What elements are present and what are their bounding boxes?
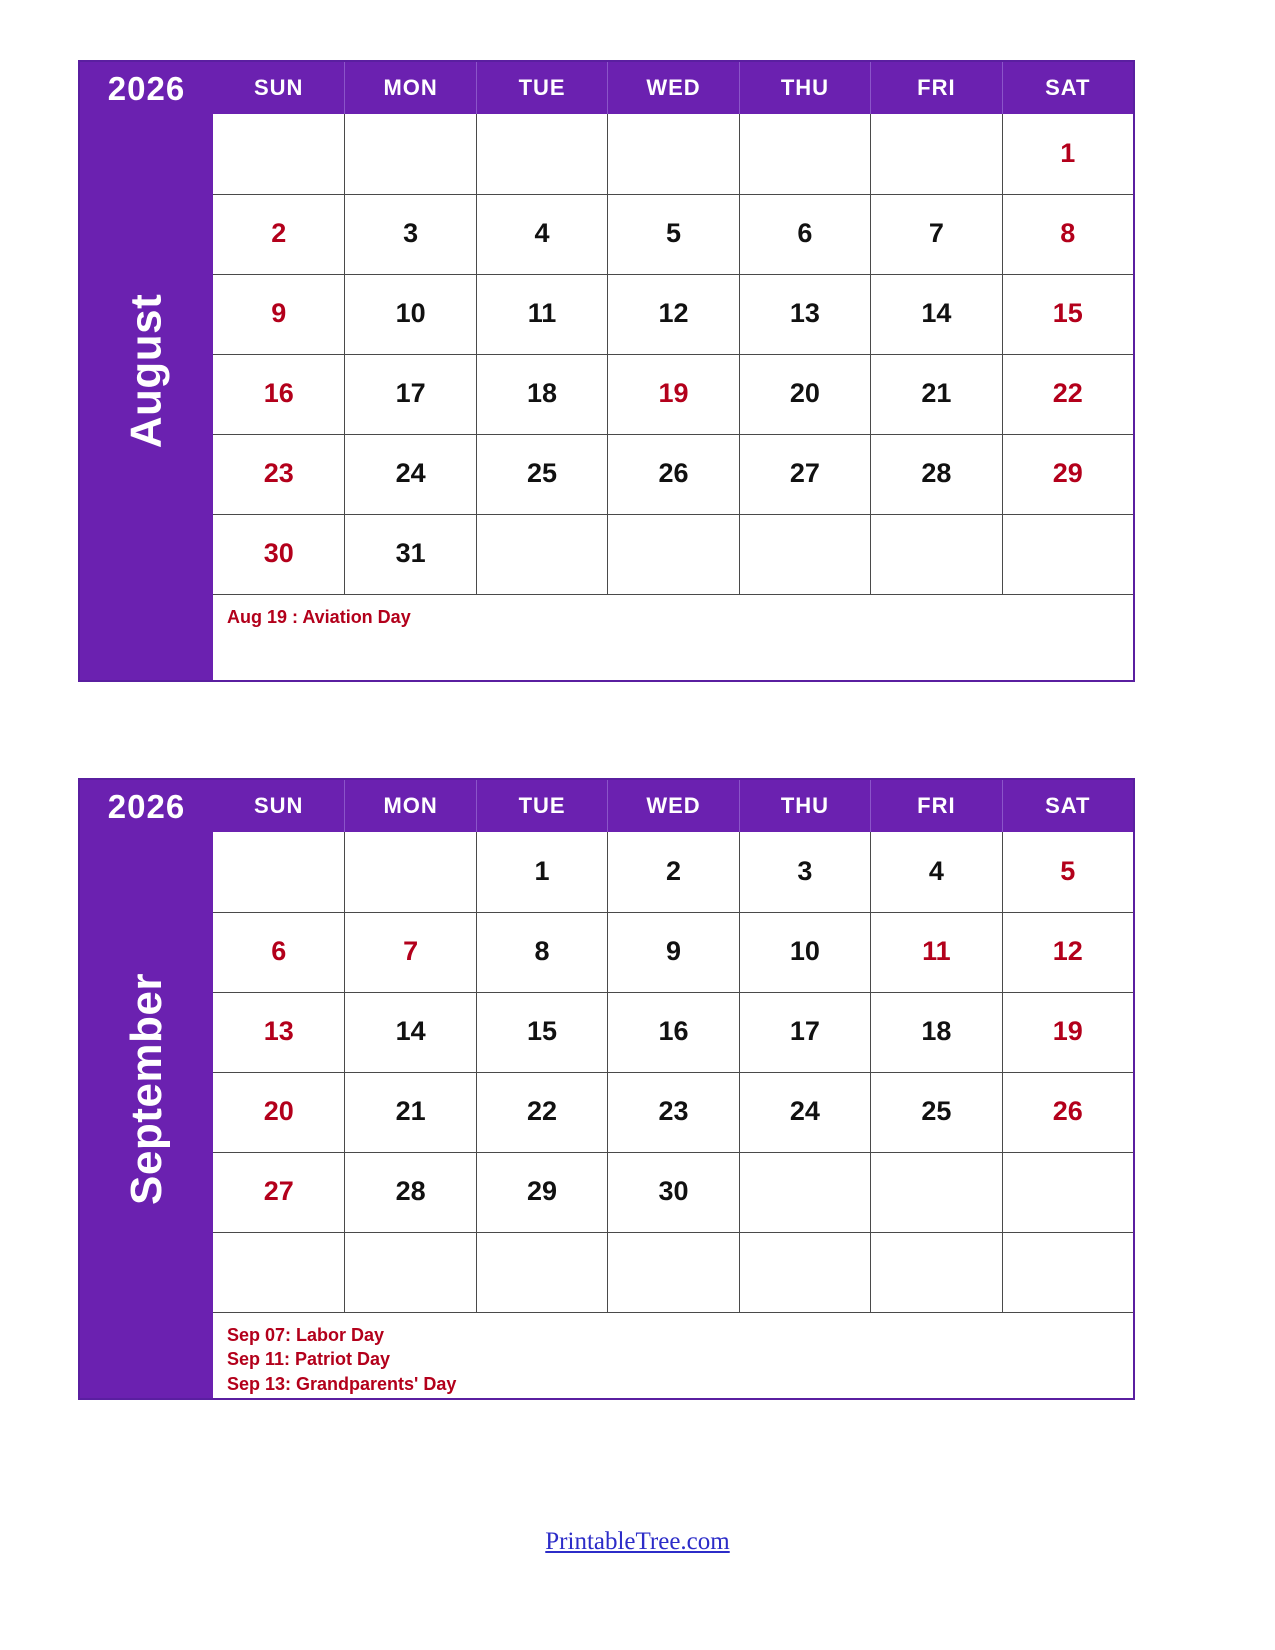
weekday-header-row-august bbox=[213, 62, 1133, 114]
day-cell: 18 bbox=[476, 354, 607, 434]
week-row bbox=[213, 274, 1133, 354]
day-cell: 20 bbox=[213, 1072, 344, 1152]
day-cell: 3 bbox=[344, 194, 475, 274]
holiday-note: Aug 19 : Aviation Day bbox=[227, 607, 411, 627]
day-cell: 31 bbox=[344, 514, 475, 594]
week-row bbox=[213, 114, 1133, 194]
month-name-september bbox=[80, 780, 213, 1398]
day-cell: 16 bbox=[607, 992, 738, 1072]
day-cell: 27 bbox=[739, 434, 870, 514]
day-cell: 6 bbox=[213, 912, 344, 992]
day-cell: 27 bbox=[213, 1152, 344, 1232]
week-row bbox=[213, 1232, 1133, 1312]
day-cell bbox=[344, 114, 475, 194]
day-cell-holiday: 7 bbox=[344, 912, 475, 992]
weekday-tue: TUE bbox=[476, 62, 607, 114]
day-cell bbox=[870, 1152, 1001, 1232]
day-cell: 25 bbox=[870, 1072, 1001, 1152]
day-cell: 10 bbox=[739, 912, 870, 992]
day-cell bbox=[739, 1152, 870, 1232]
day-cell: 17 bbox=[739, 992, 870, 1072]
day-cell: 2 bbox=[213, 194, 344, 274]
day-cell: 24 bbox=[739, 1072, 870, 1152]
week-row bbox=[213, 1152, 1133, 1232]
day-cell: 29 bbox=[476, 1152, 607, 1232]
weekday-fri: FRI bbox=[870, 780, 1001, 832]
day-cell: 25 bbox=[476, 434, 607, 514]
day-cell: 28 bbox=[344, 1152, 475, 1232]
month-name-text: September bbox=[121, 973, 171, 1205]
day-cell: 21 bbox=[870, 354, 1001, 434]
day-cell: 16 bbox=[213, 354, 344, 434]
day-cell: 4 bbox=[476, 194, 607, 274]
day-cell bbox=[870, 514, 1001, 594]
day-cell: 28 bbox=[870, 434, 1001, 514]
week-row bbox=[213, 194, 1133, 274]
day-cell: 22 bbox=[1002, 354, 1133, 434]
day-cell-holiday: 11 bbox=[870, 912, 1001, 992]
day-cell: 30 bbox=[213, 514, 344, 594]
day-cell: 1 bbox=[1002, 114, 1133, 194]
day-cell: 23 bbox=[607, 1072, 738, 1152]
day-cell: 7 bbox=[870, 194, 1001, 274]
day-cell bbox=[870, 1232, 1001, 1312]
day-cell bbox=[607, 514, 738, 594]
day-cell: 20 bbox=[739, 354, 870, 434]
month-calendar-august bbox=[78, 60, 1135, 682]
month-calendar-september bbox=[78, 778, 1135, 1400]
holiday-notes-august bbox=[213, 594, 1133, 680]
week-row bbox=[213, 912, 1133, 992]
week-row bbox=[213, 832, 1133, 912]
day-cell bbox=[1002, 1152, 1133, 1232]
day-cell bbox=[213, 1232, 344, 1312]
day-cell: 9 bbox=[213, 274, 344, 354]
weekday-header-row-september bbox=[213, 780, 1133, 832]
day-cell: 24 bbox=[344, 434, 475, 514]
day-cell: 2 bbox=[607, 832, 738, 912]
day-cell: 30 bbox=[607, 1152, 738, 1232]
day-cell: 15 bbox=[1002, 274, 1133, 354]
holiday-notes-september bbox=[213, 1312, 1133, 1398]
weekday-thu: THU bbox=[739, 62, 870, 114]
day-cell: 11 bbox=[476, 274, 607, 354]
day-cell: 6 bbox=[739, 194, 870, 274]
day-cell bbox=[607, 1232, 738, 1312]
weekday-mon: MON bbox=[344, 62, 475, 114]
day-cell: 12 bbox=[1002, 912, 1133, 992]
day-cell bbox=[213, 114, 344, 194]
day-cell: 10 bbox=[344, 274, 475, 354]
day-cell: 26 bbox=[607, 434, 738, 514]
weekday-wed: WED bbox=[607, 62, 738, 114]
day-cell: 13 bbox=[739, 274, 870, 354]
month-name-text: August bbox=[121, 293, 171, 449]
day-cell: 5 bbox=[607, 194, 738, 274]
day-cell bbox=[476, 1232, 607, 1312]
week-rows-august bbox=[213, 114, 1133, 594]
day-cell bbox=[344, 832, 475, 912]
day-cell: 8 bbox=[476, 912, 607, 992]
day-cell-holiday: 19 bbox=[607, 354, 738, 434]
day-cell: 17 bbox=[344, 354, 475, 434]
day-cell: 14 bbox=[344, 992, 475, 1072]
footer bbox=[0, 1528, 1275, 1556]
day-cell: 19 bbox=[1002, 992, 1133, 1072]
day-cell bbox=[1002, 514, 1133, 594]
day-cell: 3 bbox=[739, 832, 870, 912]
day-cell: 15 bbox=[476, 992, 607, 1072]
calendar-grid-september bbox=[213, 780, 1133, 1398]
day-cell: 18 bbox=[870, 992, 1001, 1072]
week-rows-september bbox=[213, 832, 1133, 1312]
week-row bbox=[213, 354, 1133, 434]
weekday-mon: MON bbox=[344, 780, 475, 832]
weekday-sun: SUN bbox=[253, 75, 304, 100]
day-cell: 4 bbox=[870, 832, 1001, 912]
day-cell: 13 bbox=[213, 992, 344, 1072]
day-cell bbox=[739, 514, 870, 594]
day-cell bbox=[739, 1232, 870, 1312]
day-cell: 1 bbox=[476, 832, 607, 912]
holiday-note: Sep 11: Patriot Day bbox=[227, 1349, 391, 1370]
week-row bbox=[213, 1072, 1133, 1152]
weekday-sun: SUN bbox=[253, 793, 304, 818]
weekday-wed: WED bbox=[607, 780, 738, 832]
day-cell: 22 bbox=[476, 1072, 607, 1152]
day-cell bbox=[739, 114, 870, 194]
weekday-sat: SAT bbox=[1002, 62, 1133, 114]
week-row bbox=[213, 434, 1133, 514]
month-name-august bbox=[80, 62, 213, 680]
day-cell: 29 bbox=[1002, 434, 1133, 514]
printabletree-link[interactable]: PrintableTree.com bbox=[545, 1528, 730, 1555]
holiday-note: Sep 13: Grandparents' Day bbox=[227, 1373, 457, 1394]
day-cell bbox=[476, 514, 607, 594]
day-cell bbox=[870, 114, 1001, 194]
day-cell bbox=[213, 832, 344, 912]
year-label-september: 2026 bbox=[107, 788, 186, 825]
day-cell bbox=[344, 1232, 475, 1312]
day-cell: 21 bbox=[344, 1072, 475, 1152]
weekday-sat: SAT bbox=[1002, 780, 1133, 832]
day-cell: 14 bbox=[870, 274, 1001, 354]
day-cell: 12 bbox=[607, 274, 738, 354]
calendar-grid-august bbox=[213, 62, 1133, 680]
month-sidebar-august bbox=[80, 62, 213, 680]
week-row bbox=[213, 514, 1133, 594]
weekday-tue: TUE bbox=[476, 780, 607, 832]
weekday-fri: FRI bbox=[870, 62, 1001, 114]
day-cell: 23 bbox=[213, 434, 344, 514]
year-label-august: 2026 bbox=[107, 70, 186, 107]
month-sidebar-september bbox=[80, 780, 213, 1398]
holiday-note: Sep 07: Labor Day bbox=[227, 1325, 385, 1345]
week-row bbox=[213, 992, 1133, 1072]
day-cell: 26 bbox=[1002, 1072, 1133, 1152]
weekday-thu: THU bbox=[739, 780, 870, 832]
day-cell bbox=[607, 114, 738, 194]
day-cell bbox=[476, 114, 607, 194]
day-cell: 8 bbox=[1002, 194, 1133, 274]
day-cell bbox=[1002, 1232, 1133, 1312]
day-cell: 9 bbox=[607, 912, 738, 992]
day-cell: 5 bbox=[1002, 832, 1133, 912]
